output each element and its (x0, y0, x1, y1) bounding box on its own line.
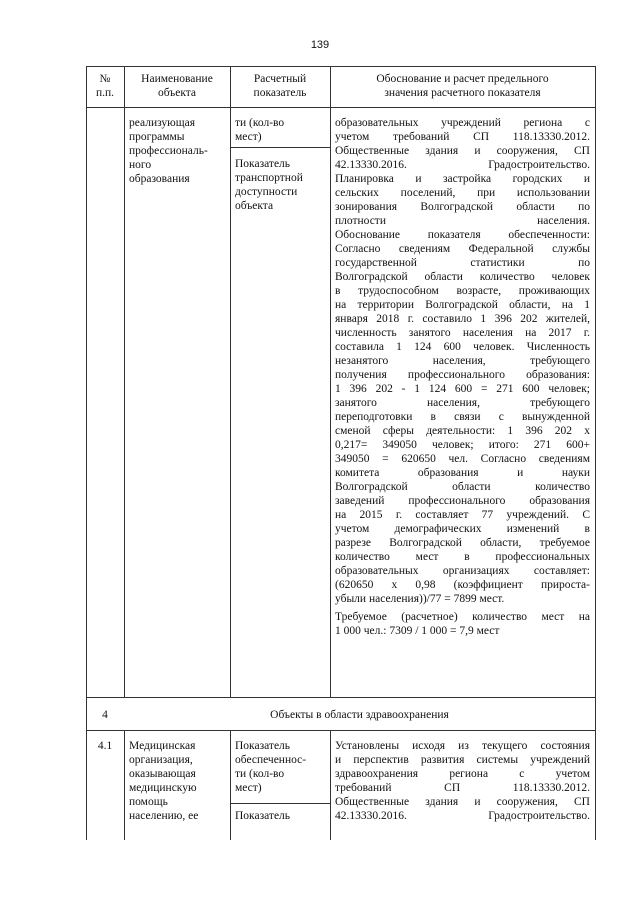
table-right-border (595, 66, 596, 840)
row2-number: 4 (102, 709, 108, 721)
text-line: комитета образования и науки (335, 467, 590, 479)
text-line: численность занятого населения на 2017 г. (335, 327, 590, 339)
row1-object-name: реализующая программы профессиональ- ного образования (129, 117, 208, 185)
row3-indicator-b: Показатель (235, 810, 291, 822)
text-line: Общественные здания и сооружения, СП (335, 796, 590, 808)
text-line: Волгоградской области количество человек (335, 271, 590, 283)
text-line: в трудоспособном возрасте, проживающих (335, 285, 590, 297)
text-line: сельских поселений, при использовании (335, 187, 590, 199)
text-line: заведений профессионального образования (335, 495, 590, 507)
text-line: государственной статистики по (335, 257, 590, 269)
text-line: здравоохранения региона с учетом (335, 768, 590, 780)
text-line: Общественные здания и сооружения, СП (335, 145, 590, 157)
text-line: учетом требований СП 118.13330.2012. (335, 131, 590, 143)
row1-justification (335, 116, 590, 638)
text-line: Установлены исходя из текущего состояния (335, 740, 590, 752)
text-line: убыли населения))/77 = 7899 мест. (335, 593, 505, 605)
table-left-border (86, 66, 87, 840)
text-line: незанятого населения, требующего (335, 355, 590, 367)
text-line: требований СП 118.13330.2012. (335, 782, 590, 794)
header-object-name: Наименование объекта (141, 73, 213, 99)
text-line: на территории Волгоградской области, на 1 (335, 299, 590, 311)
text-line: образовательных организациях составляет: (335, 565, 590, 577)
text-line: занятого населения, требующего (335, 397, 590, 409)
text-line: 42.13330.2016. Градостроительство. (335, 810, 590, 822)
text-line: сменой сферы деятельности: 1 396 202 х (335, 425, 590, 437)
row3-number: 4.1 (97, 740, 113, 752)
col2-right-border-top (230, 66, 231, 697)
text-line: зонирования Волгоградской области по (335, 201, 590, 213)
text-line: и перспектив развития системы учреждений (335, 754, 590, 766)
row3-object-name: Медицинская организация, оказывающая медицинскую помощь населению, ее (129, 740, 199, 822)
page-number: 139 (310, 39, 330, 51)
row1-indicator-a: ти (кол-во мест) (235, 117, 285, 143)
text-line: на 2015 г. составляет 77 учреждений. С (335, 509, 590, 521)
row1-bottom-border (86, 697, 596, 698)
text-line: учетом демографических изменений в (335, 523, 590, 535)
text-line: (620650 х 0,98 (коэффициент прироста- (335, 579, 590, 591)
row1-indicator-b: Показатель транспортной доступности объекта (235, 158, 303, 212)
col2-right-border-bottom (230, 730, 231, 840)
header-bottom-border (86, 107, 596, 108)
col3-right-border-top (330, 66, 331, 697)
text-line: Планировка и застройка городских и (335, 173, 590, 185)
col1-right-border-bottom (124, 730, 125, 840)
row3-indicator-a: Показатель обеспеченнос- ти (кол-во мест) (235, 740, 307, 794)
row2-bottom-border (86, 730, 596, 731)
text-line: 1 000 чел.: 7309 / 1 000 = 7,9 мест (335, 625, 500, 637)
text-line: переподготовки в связи с вынужденной (335, 411, 590, 423)
text-line: образовательных учреждений региона с (335, 117, 590, 129)
text-line: получения профессионального образования: (335, 369, 590, 381)
col3-right-border-bottom (330, 730, 331, 840)
text-line: Согласно сведениям Федеральной службы (335, 243, 590, 255)
table-top-border (86, 66, 596, 67)
text-line: составила 1 124 600 человек. Численность (335, 341, 590, 353)
text-line: плотности населения. (335, 215, 590, 227)
text-line: Волгоградской области количество (335, 481, 590, 493)
text-line: Обоснование показателя обеспеченности: (335, 229, 590, 241)
text-line: января 2018 г. составило 1 396 202 жителей, (335, 313, 590, 325)
text-line: Требуемое (расчетное) количество мест на (335, 611, 590, 623)
row1-col3-split (230, 147, 330, 148)
text-line: 42.13330.2016. Градостроительство. (335, 159, 590, 171)
header-number: № п.п. (95, 73, 115, 99)
row3-col3-split (230, 803, 330, 804)
header-indicator: Расчетный показатель (253, 73, 307, 99)
text-line: 1 396 202 - 1 124 600 = 271 600 человек; (335, 383, 590, 395)
text-line: 0,217= 349050 человек; итого: 271 600+ (335, 439, 590, 451)
text-line: 349050 = 620650 чел. Согласно сведениям (335, 453, 590, 465)
row3-justification (335, 739, 590, 823)
row2-section-title: Объекты в области здравоохранения (270, 709, 449, 721)
col1-right-border-top (124, 66, 125, 697)
text-line: разрезе Волгоградской области, требуемое (335, 537, 590, 549)
header-justification: Обоснование и расчет предельного значения расчетного показателя (376, 73, 549, 99)
text-line: количество мест в профессиональных (335, 551, 590, 563)
